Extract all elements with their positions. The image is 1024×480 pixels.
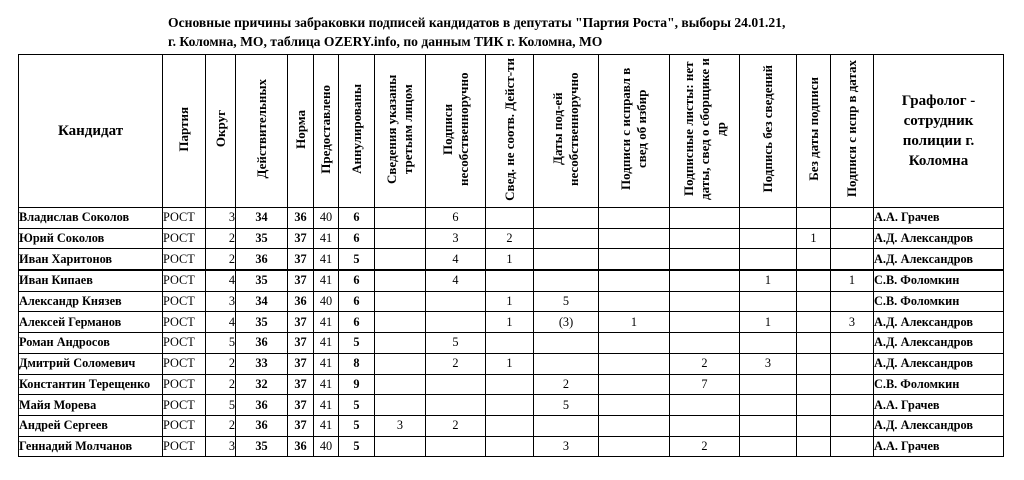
party-cell: РОСТ: [163, 270, 206, 291]
no-date-cell: 1: [797, 228, 831, 249]
table-row: [19, 374, 1004, 395]
no-info-cell: [740, 415, 797, 436]
third-party-cell: [375, 249, 426, 270]
no-date-cell: [797, 395, 831, 416]
title-line-1: Основные причины забраковки подписей кандидатов в депутаты "Партия Роста", выборы 24.01.21,: [168, 15, 786, 30]
district-cell: 4: [206, 312, 236, 333]
rejection-table: [18, 54, 1004, 457]
graphologist-cell: А.Д. Александров: [874, 353, 1004, 374]
dates-not-own-cell: [534, 228, 599, 249]
no-date-cell: [797, 208, 831, 229]
valid-cell: 36: [236, 415, 288, 436]
not-own-cell: 4: [426, 249, 486, 270]
dates-not-own-cell: [534, 415, 599, 436]
mismatch-cell: [486, 415, 534, 436]
corrections-cell: [599, 374, 670, 395]
mismatch-cell: [486, 374, 534, 395]
annulled-cell: 5: [339, 415, 375, 436]
table-row: [19, 353, 1004, 374]
not-own-cell: 3: [426, 228, 486, 249]
title-line-2: г. Коломна, МО, таблица OZERY.info, по данным ТИК г. Коломна, МО: [168, 34, 603, 49]
third-party-cell: [375, 333, 426, 354]
third-party-cell: [375, 436, 426, 457]
header-annulled: Аннулированы: [339, 55, 375, 208]
mismatch-cell: [486, 333, 534, 354]
valid-cell: 32: [236, 374, 288, 395]
norm-cell: 37: [288, 228, 314, 249]
candidate-name: Александр Князев: [19, 291, 163, 312]
party-cell: РОСТ: [163, 249, 206, 270]
header-date-corrections: Подписи с испр в датах: [831, 55, 874, 208]
no-date-cell: [797, 415, 831, 436]
no-date-cell: [797, 374, 831, 395]
dates-not-own-cell: [534, 353, 599, 374]
district-cell: 3: [206, 208, 236, 229]
sheets-cell: 2: [670, 353, 740, 374]
third-party-cell: [375, 374, 426, 395]
annulled-cell: 9: [339, 374, 375, 395]
header-submitted: Предоставлено: [314, 55, 339, 208]
sheets-cell: 7: [670, 374, 740, 395]
not-own-cell: [426, 374, 486, 395]
header-graphologist: Графолог - сотрудник полиции г. Коломна: [874, 55, 1004, 208]
district-cell: 2: [206, 374, 236, 395]
not-own-cell: 5: [426, 333, 486, 354]
third-party-cell: [375, 208, 426, 229]
corrections-cell: [599, 270, 670, 291]
sheets-cell: 2: [670, 436, 740, 457]
date-corrections-cell: [831, 208, 874, 229]
not-own-cell: 6: [426, 208, 486, 229]
submitted-cell: 40: [314, 436, 339, 457]
valid-cell: 35: [236, 312, 288, 333]
graphologist-cell: А.А. Грачев: [874, 208, 1004, 229]
annulled-cell: 5: [339, 333, 375, 354]
district-cell: 2: [206, 249, 236, 270]
not-own-cell: [426, 395, 486, 416]
dates-not-own-cell: [534, 208, 599, 229]
corrections-cell: [599, 228, 670, 249]
no-info-cell: 1: [740, 312, 797, 333]
valid-cell: 33: [236, 353, 288, 374]
corrections-cell: [599, 395, 670, 416]
table-row: [19, 270, 1004, 291]
sheets-cell: [670, 249, 740, 270]
party-cell: РОСТ: [163, 312, 206, 333]
header-dates-not-own: Даты под-ей несобственноручно: [534, 55, 599, 208]
district-cell: 2: [206, 353, 236, 374]
graphologist-cell: А.Д. Александров: [874, 333, 1004, 354]
date-corrections-cell: [831, 353, 874, 374]
table-row: [19, 291, 1004, 312]
annulled-cell: 5: [339, 395, 375, 416]
date-corrections-cell: 1: [831, 270, 874, 291]
third-party-cell: [375, 291, 426, 312]
party-cell: РОСТ: [163, 436, 206, 457]
corrections-cell: [599, 291, 670, 312]
no-date-cell: [797, 291, 831, 312]
table-row: [19, 415, 1004, 436]
district-cell: 5: [206, 333, 236, 354]
corrections-cell: [599, 333, 670, 354]
table-row: [19, 208, 1004, 229]
graphologist-cell: А.Д. Александров: [874, 228, 1004, 249]
submitted-cell: 41: [314, 353, 339, 374]
sheets-cell: [670, 415, 740, 436]
sheets-cell: [670, 228, 740, 249]
no-info-cell: [740, 291, 797, 312]
graphologist-cell: А.А. Грачев: [874, 395, 1004, 416]
no-date-cell: [797, 270, 831, 291]
date-corrections-cell: [831, 333, 874, 354]
district-cell: 3: [206, 291, 236, 312]
corrections-cell: [599, 415, 670, 436]
candidate-name: Алексей Германов: [19, 312, 163, 333]
date-corrections-cell: [831, 436, 874, 457]
mismatch-cell: [486, 208, 534, 229]
annulled-cell: 6: [339, 312, 375, 333]
date-corrections-cell: [831, 228, 874, 249]
table-row: [19, 333, 1004, 354]
annulled-cell: 5: [339, 436, 375, 457]
candidate-name: Геннадий Молчанов: [19, 436, 163, 457]
party-cell: РОСТ: [163, 208, 206, 229]
mismatch-cell: 1: [486, 291, 534, 312]
third-party-cell: [375, 353, 426, 374]
header-not-own-signature: Подписи несобственноручно: [426, 55, 486, 208]
dates-not-own-cell: 2: [534, 374, 599, 395]
party-cell: РОСТ: [163, 291, 206, 312]
submitted-cell: 41: [314, 228, 339, 249]
date-corrections-cell: [831, 249, 874, 270]
no-info-cell: [740, 333, 797, 354]
annulled-cell: 6: [339, 291, 375, 312]
candidate-name: Иван Харитонов: [19, 249, 163, 270]
sheets-cell: [670, 395, 740, 416]
sheets-cell: [670, 270, 740, 291]
candidate-name: Андрей Сергеев: [19, 415, 163, 436]
district-cell: 5: [206, 395, 236, 416]
header-party: Партия: [163, 55, 206, 208]
no-date-cell: [797, 312, 831, 333]
header-no-info: Подпись без сведений: [740, 55, 797, 208]
header-third-party: Сведения указаны третьим лицом: [375, 55, 426, 208]
valid-cell: 35: [236, 270, 288, 291]
norm-cell: 37: [288, 270, 314, 291]
document-title: [168, 13, 1018, 51]
dates-not-own-cell: 5: [534, 291, 599, 312]
valid-cell: 35: [236, 228, 288, 249]
submitted-cell: 41: [314, 333, 339, 354]
third-party-cell: [375, 312, 426, 333]
candidate-name: Владислав Соколов: [19, 208, 163, 229]
no-date-cell: [797, 436, 831, 457]
norm-cell: 36: [288, 208, 314, 229]
header-row: [19, 55, 1004, 208]
graphologist-cell: С.В. Фоломкин: [874, 291, 1004, 312]
date-corrections-cell: [831, 374, 874, 395]
dates-not-own-cell: (3): [534, 312, 599, 333]
valid-cell: 36: [236, 249, 288, 270]
submitted-cell: 41: [314, 395, 339, 416]
norm-cell: 37: [288, 333, 314, 354]
dates-not-own-cell: 3: [534, 436, 599, 457]
header-no-date: Без даты подписи: [797, 55, 831, 208]
submitted-cell: 40: [314, 291, 339, 312]
corrections-cell: [599, 353, 670, 374]
no-info-cell: [740, 228, 797, 249]
candidate-name: Роман Андросов: [19, 333, 163, 354]
party-cell: РОСТ: [163, 395, 206, 416]
valid-cell: 34: [236, 208, 288, 229]
district-cell: 4: [206, 270, 236, 291]
dates-not-own-cell: 5: [534, 395, 599, 416]
not-own-cell: 4: [426, 270, 486, 291]
corrections-cell: 1: [599, 312, 670, 333]
annulled-cell: 6: [339, 208, 375, 229]
submitted-cell: 41: [314, 415, 339, 436]
third-party-cell: [375, 228, 426, 249]
norm-cell: 37: [288, 374, 314, 395]
sheets-cell: [670, 333, 740, 354]
valid-cell: 34: [236, 291, 288, 312]
third-party-cell: [375, 270, 426, 291]
header-norm: Норма: [288, 55, 314, 208]
dates-not-own-cell: [534, 333, 599, 354]
party-cell: РОСТ: [163, 353, 206, 374]
candidate-name: Константин Терещенко: [19, 374, 163, 395]
norm-cell: 37: [288, 312, 314, 333]
annulled-cell: 6: [339, 270, 375, 291]
norm-cell: 37: [288, 395, 314, 416]
mismatch-cell: 2: [486, 228, 534, 249]
submitted-cell: 41: [314, 374, 339, 395]
mismatch-cell: [486, 270, 534, 291]
candidate-name: Майя Морева: [19, 395, 163, 416]
table-row: [19, 436, 1004, 457]
date-corrections-cell: [831, 291, 874, 312]
corrections-cell: [599, 208, 670, 229]
party-cell: РОСТ: [163, 228, 206, 249]
corrections-cell: [599, 436, 670, 457]
not-own-cell: 2: [426, 353, 486, 374]
submitted-cell: 40: [314, 208, 339, 229]
not-own-cell: [426, 436, 486, 457]
annulled-cell: 8: [339, 353, 375, 374]
not-own-cell: [426, 291, 486, 312]
norm-cell: 36: [288, 436, 314, 457]
candidate-name: Иван Кипаев: [19, 270, 163, 291]
submitted-cell: 41: [314, 249, 339, 270]
district-cell: 2: [206, 228, 236, 249]
party-cell: РОСТ: [163, 374, 206, 395]
party-cell: РОСТ: [163, 415, 206, 436]
party-cell: РОСТ: [163, 333, 206, 354]
district-cell: 2: [206, 415, 236, 436]
sheets-cell: [670, 312, 740, 333]
norm-cell: 37: [288, 415, 314, 436]
dates-not-own-cell: [534, 249, 599, 270]
no-date-cell: [797, 353, 831, 374]
header-district: Округ: [206, 55, 236, 208]
header-mismatch: Свед. не соотв. Дейст-ти: [486, 55, 534, 208]
table-row: [19, 312, 1004, 333]
header-corrections: Подписи с исправл в свед об избир: [599, 55, 670, 208]
date-corrections-cell: 3: [831, 312, 874, 333]
no-info-cell: 1: [740, 270, 797, 291]
table-row: [19, 395, 1004, 416]
no-date-cell: [797, 249, 831, 270]
norm-cell: 36: [288, 291, 314, 312]
sheets-cell: [670, 291, 740, 312]
mismatch-cell: 1: [486, 312, 534, 333]
graphologist-cell: С.В. Фоломкин: [874, 270, 1004, 291]
annulled-cell: 6: [339, 228, 375, 249]
date-corrections-cell: [831, 415, 874, 436]
corrections-cell: [599, 249, 670, 270]
norm-cell: 37: [288, 353, 314, 374]
graphologist-cell: А.Д. Александров: [874, 415, 1004, 436]
graphologist-cell: С.В. Фоломкин: [874, 374, 1004, 395]
graphologist-cell: А.А. Грачев: [874, 436, 1004, 457]
mismatch-cell: 1: [486, 353, 534, 374]
sheets-cell: [670, 208, 740, 229]
header-valid: Действительных: [236, 55, 288, 208]
no-info-cell: [740, 249, 797, 270]
no-info-cell: 3: [740, 353, 797, 374]
annulled-cell: 5: [339, 249, 375, 270]
date-corrections-cell: [831, 395, 874, 416]
graphologist-cell: А.Д. Александров: [874, 312, 1004, 333]
no-info-cell: [740, 395, 797, 416]
no-info-cell: [740, 436, 797, 457]
not-own-cell: [426, 312, 486, 333]
valid-cell: 36: [236, 395, 288, 416]
no-info-cell: [740, 208, 797, 229]
candidate-name: Юрий Соколов: [19, 228, 163, 249]
no-date-cell: [797, 333, 831, 354]
not-own-cell: 2: [426, 415, 486, 436]
mismatch-cell: [486, 436, 534, 457]
candidate-name: Дмитрий Соломевич: [19, 353, 163, 374]
third-party-cell: [375, 395, 426, 416]
mismatch-cell: 1: [486, 249, 534, 270]
submitted-cell: 41: [314, 312, 339, 333]
mismatch-cell: [486, 395, 534, 416]
district-cell: 3: [206, 436, 236, 457]
graphologist-cell: А.Д. Александров: [874, 249, 1004, 270]
header-candidate: Кандидат: [19, 55, 163, 208]
submitted-cell: 41: [314, 270, 339, 291]
valid-cell: 35: [236, 436, 288, 457]
table-row: [19, 228, 1004, 249]
no-info-cell: [740, 374, 797, 395]
header-sheets-no-date: Подписные листы: нет даты, свед о сборщике и др: [670, 55, 740, 208]
third-party-cell: 3: [375, 415, 426, 436]
valid-cell: 36: [236, 333, 288, 354]
norm-cell: 37: [288, 249, 314, 270]
dates-not-own-cell: [534, 270, 599, 291]
table-row: [19, 249, 1004, 270]
